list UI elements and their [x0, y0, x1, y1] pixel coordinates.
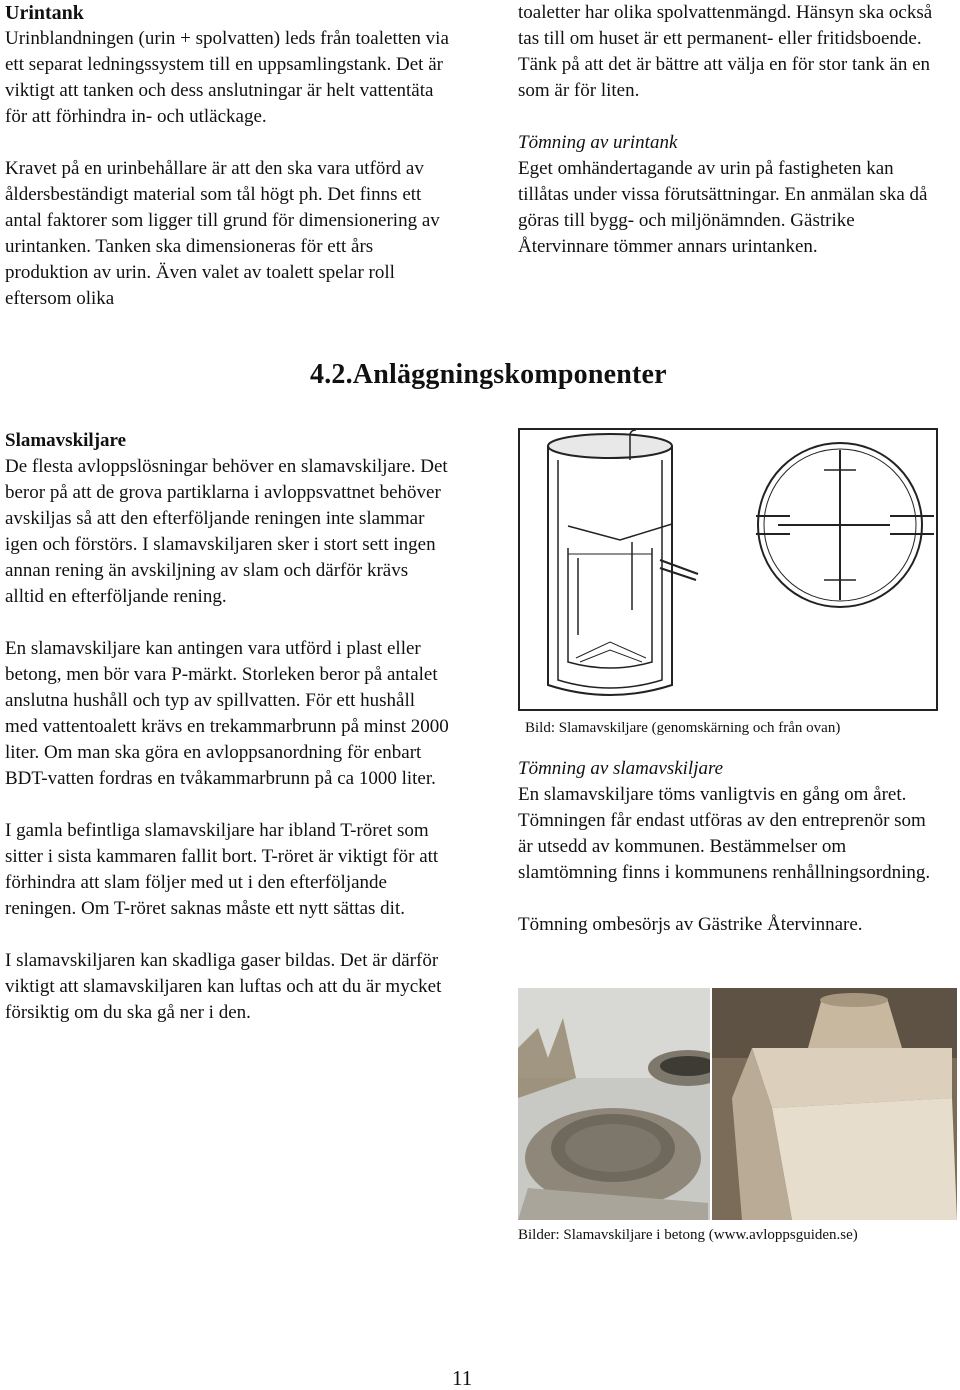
slamavskiljare-paragraph-4: I slamavskiljaren kan skadliga gaser bildas. Det är därför viktigt att slamavskiljaren kan luftas och att du är mycket försiktig om du ska gå ner i den.: [5, 950, 442, 1023]
urintank-paragraph-2: Kravet på en urinbehållare är att den ska vara utförd av åldersbeständigt material som tål högt ph. Det finns ett antal faktorer som ligger till grund för dimensionering av urintanken. Tanken ska dimensioneras för ett års produktion av urin. Även valet av toalett spelar roll eftersom olika: [5, 158, 440, 309]
septic-tank-diagram: [518, 428, 938, 711]
slamavskiljare-paragraph-3: I gamla befintliga slamavskiljare har ibland T-röret som sitter i sista kammaren fallit bort. T-röret är viktigt för att förhindra att slam följer med ut i den efterföljande reningen. Om T-röret saknas måste ett nytt sättas dit.: [5, 820, 439, 919]
septic-tank-cross-section-drawing: [520, 430, 936, 709]
buried-tank-lids-photo: [518, 988, 710, 1220]
page-number: 11: [452, 1366, 473, 1390]
urintank-emptying-text: Eget omhändertagande av urin på fastigheten kan tillåtas under vissa förutsättningar. En anmälan ska då göras till bygg- och miljönämnden. Gästrike Återvinnare tömmer annars urintanken.: [518, 158, 928, 257]
precast-concrete-tank-photo: [712, 988, 957, 1220]
slamavskiljare-emptying-heading: Tömning av slamavskiljare: [518, 758, 724, 779]
slamavskiljare-emptying-text: En slamavskiljare töms vanligtvis en gång om året. Tömningen får endast utföras av den entreprenör som är utsedd av kommunen. Bestämmelser om slamtömning finns i kommunens renhållningsordning.: [518, 784, 931, 883]
concrete-tank-photo-left: [518, 988, 710, 1220]
urintank-block: [5, 0, 450, 312]
urintank-paragraph-3: toaletter har olika spolvattenmängd. Hänsyn ska också tas till om huset är ett permanent- eller fritidsboende. Tänk på att det är bättre att välja en för stor tank än en som är för liten.: [518, 2, 933, 101]
slamavskiljare-emptying-block: [518, 756, 943, 938]
slamavskiljare-block: [5, 428, 450, 1026]
slamavskiljare-heading: Slamavskiljare: [5, 430, 127, 451]
concrete-tank-photo-right: [712, 988, 957, 1220]
urintank-heading: Urintank: [5, 2, 84, 24]
section-title: 4.2.Anläggningskomponenter: [310, 359, 667, 390]
slamavskiljare-paragraph-2: En slamavskiljare kan antingen vara utförd i plast eller betong, men bör vara P-märkt. Storleken beror på antalet anslutna hushåll och typ av spillvatten. För ett hushåll med vattentoalett krävs en trekammarbrunn på minst 2000 liter. Om man ska göra en avloppsanordning för enbart BDT-vatten fordras en tvåkammarbrunn på ca 1000 liter.: [5, 638, 449, 789]
diagram-caption: Bild: Slamavskiljare (genomskärning och från ovan): [525, 720, 841, 736]
urintank-continued-block: [518, 0, 943, 260]
slamavskiljare-emptying-note: Tömning ombesörjs av Gästrike Återvinnare.: [518, 914, 863, 935]
slamavskiljare-paragraph-1: De flesta avloppslösningar behöver en slamavskiljare. Det beror på att de grova partiklarna i avloppsvattnet behöver avskiljas så att den efterföljande reningen inte slammar igen och förstörs. I slamavskiljaren sker i stort sett ingen annan rening än avskiljning av slam och därför krävs alltid en efterföljande rening.: [5, 456, 448, 607]
photo-caption: Bilder: Slamavskiljare i betong (www.avloppsguiden.se): [518, 1227, 858, 1243]
urintank-paragraph-1: Urinblandningen (urin + spolvatten) leds från toaletten via ett separat ledningssystem till en uppsamlingstank. Det är viktigt att tanken och dess anslutningar är helt vattentäta för att förhindra in- och utläckage.: [5, 28, 449, 127]
urintank-emptying-heading: Tömning av urintank: [518, 132, 678, 153]
